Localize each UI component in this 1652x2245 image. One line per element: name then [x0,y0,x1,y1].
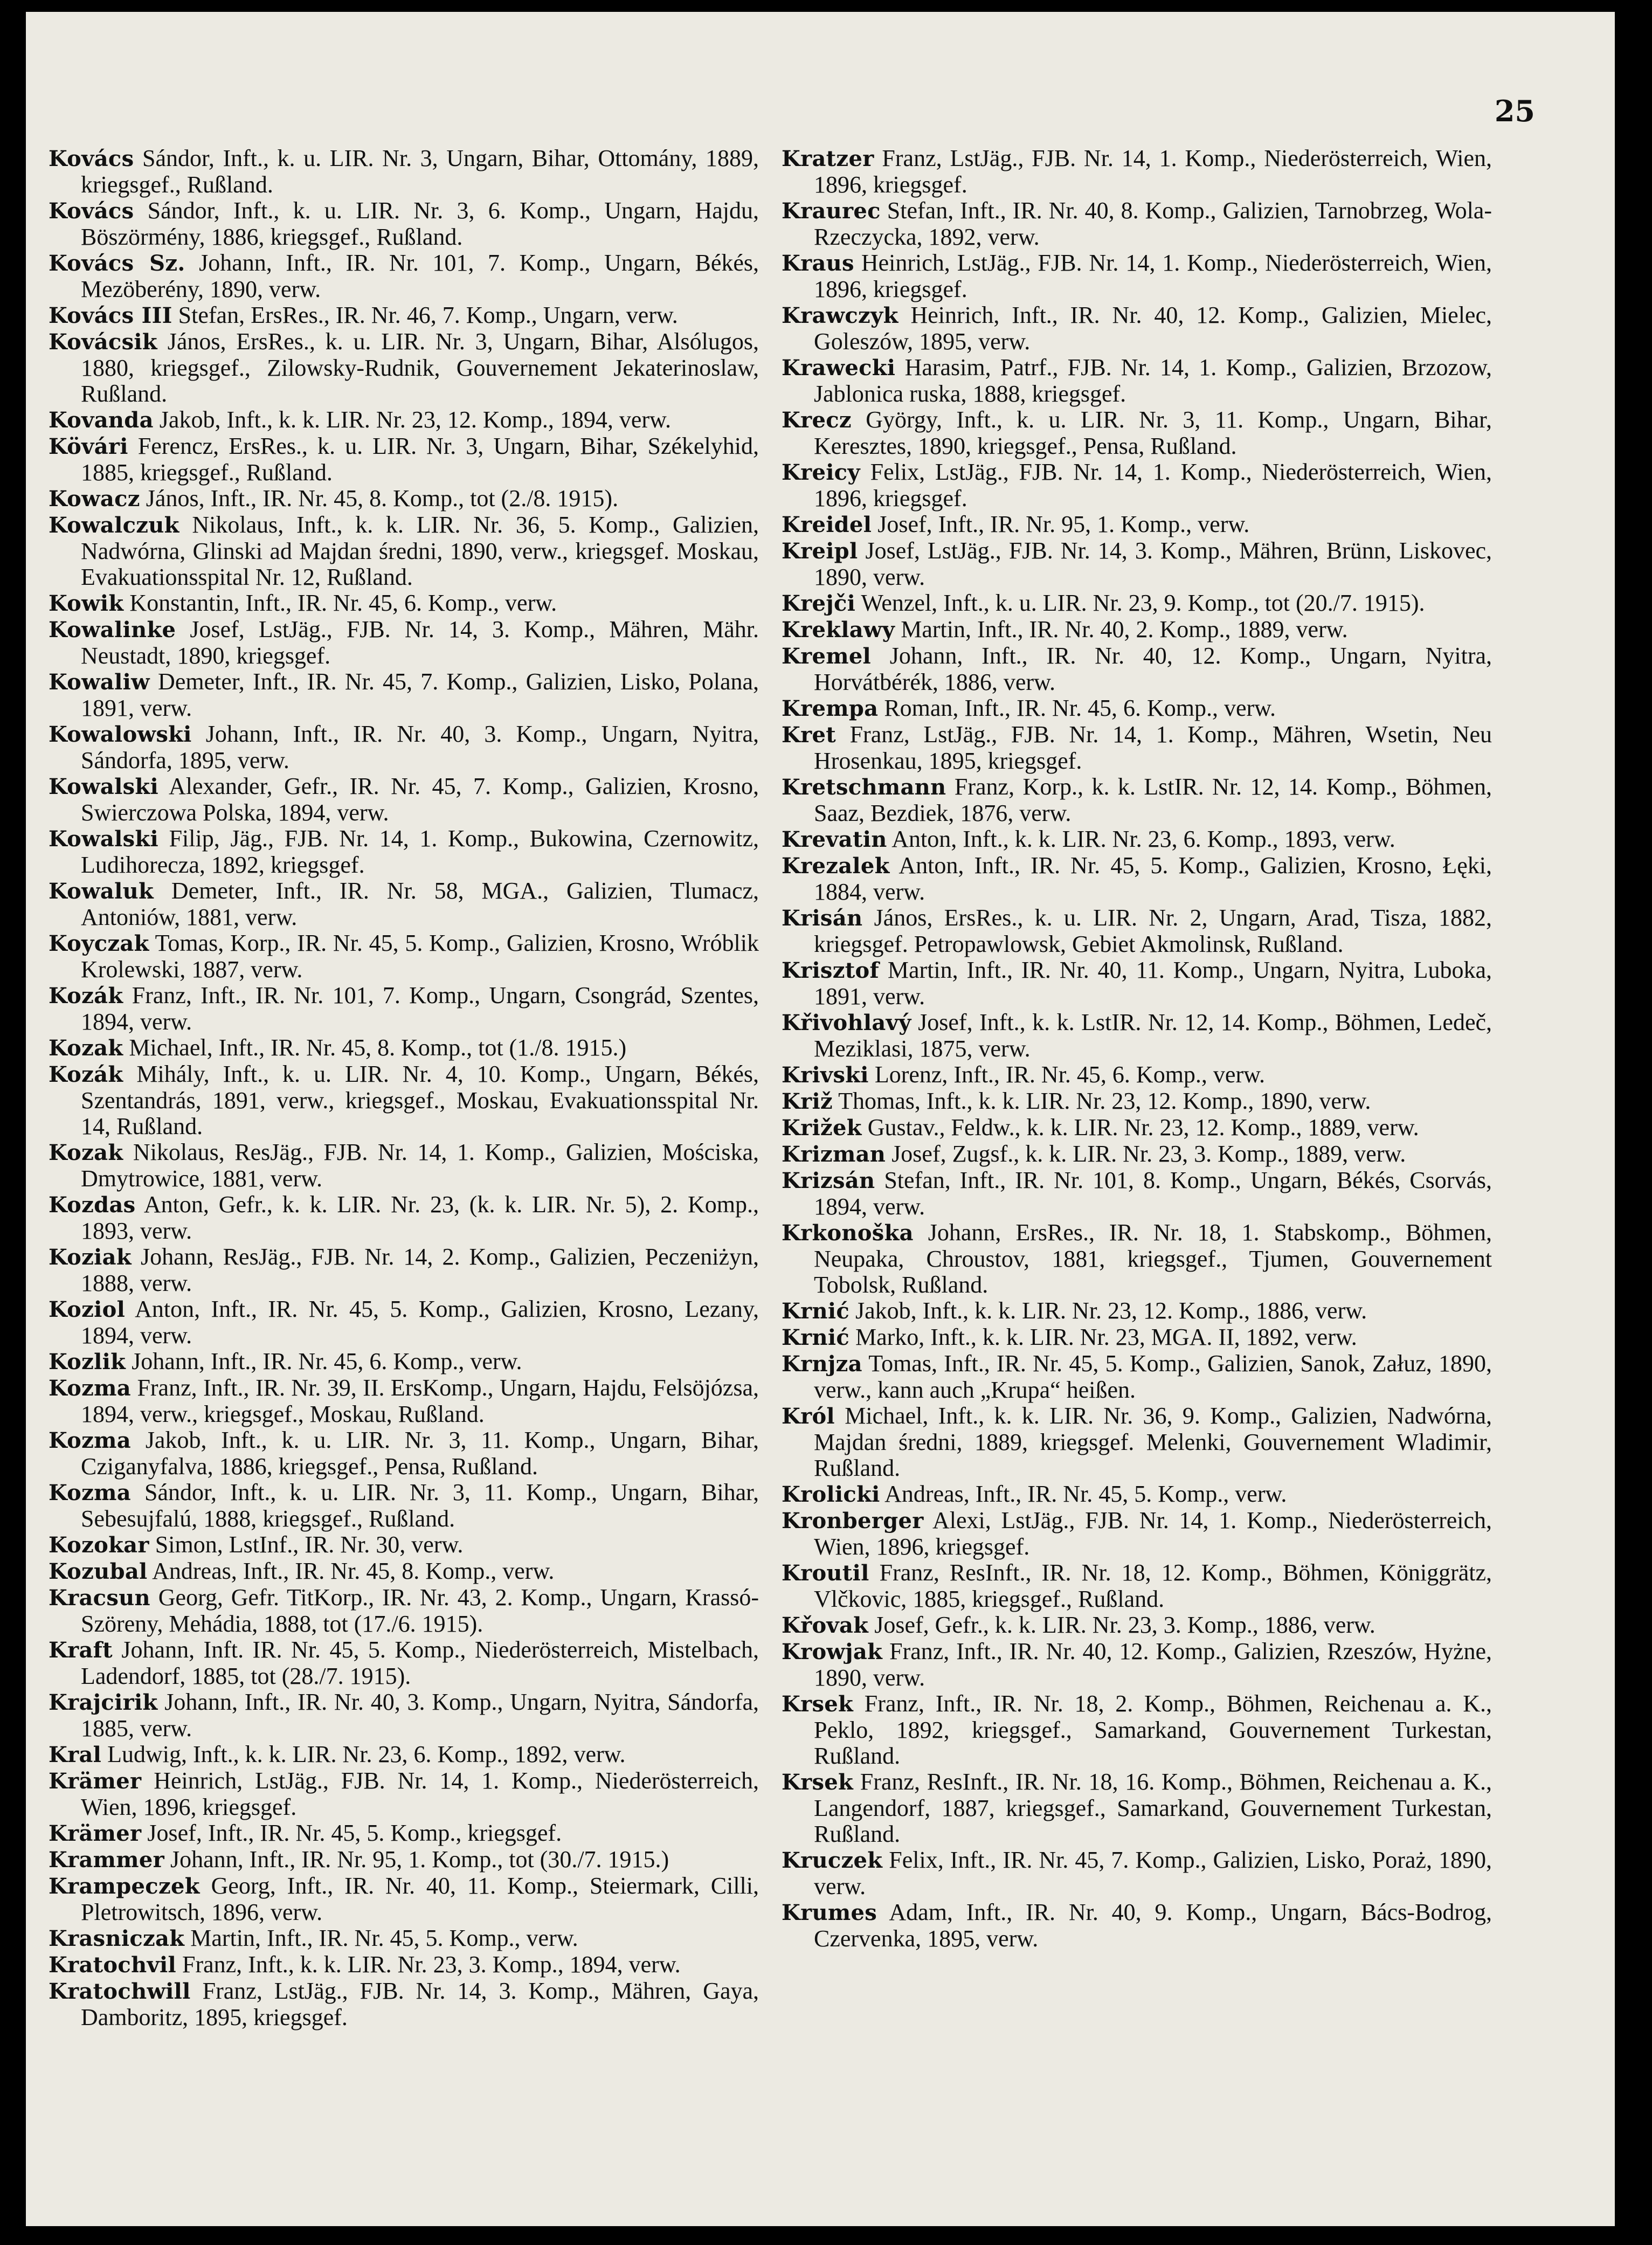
entry-surname: Kovács [49,146,134,171]
register-entry [782,407,1492,459]
entry-surname: Kozák [49,983,123,1008]
entry-surname: Kraurec [782,198,881,224]
entry-surname: Krizsán [782,1168,875,1193]
register-entry [49,1742,759,1768]
entry-details: Franz, Inft., IR. Nr. 18, 2. Komp., Böhmen, Reichenau a. K., Peklo, 1892, kriegsgef., Samarkand, Gouvernement Turkestan, Rußland. [814,1690,1492,1769]
entry-details: Franz, ResInft., IR. Nr. 18, 12. Komp., Böhmen, Königgrätz, Vlčkovic, 1885, kriegsgef., Rußland. [814,1559,1492,1612]
entry-surname: Kozma [49,1428,132,1453]
entry-details: Heinrich, Inft., IR. Nr. 40, 12. Komp., Galizien, Mielec, Goleszów, 1895, verw. [814,302,1492,355]
entry-details: Johann, Inft. IR. Nr. 45, 5. Komp., Niederösterreich, Mistelbach, Ladendorf, 1885, tot (28./7. 1915). [81,1636,759,1689]
register-entry [782,826,1492,853]
register-entry [49,983,759,1035]
register-entry [49,1061,759,1139]
entry-surname: Kronberger [782,1508,924,1533]
entry-details: János, ErsRes., k. u. LIR. Nr. 3, Ungarn, Bihar, Alsólugos, 1880, kriegsgef., Zilowsky-Rudnik, Gouvernement Jekaterinoslaw, Rußland. [81,328,759,407]
entry-details: Jakob, Inft., k. k. LIR. Nr. 23, 12. Komp., 1886, verw. [855,1297,1367,1324]
entry-details: Mihály, Inft., k. u. LIR. Nr. 4, 10. Komp., Ungarn, Békés, Szentandrás, 1891, verw., kriegsgef., Moskau, Evakuationsspital Nr. 14, Rußland. [81,1061,759,1139]
entry-details: Franz, LstJäg., FJB. Nr. 14, 1. Komp., Niederösterreich, Wien, 1896, kriegsgef. [814,145,1492,198]
entry-surname: Kratochvil [49,1952,176,1978]
register-entry [782,1612,1492,1639]
entry-surname: Krumes [782,1900,877,1925]
page-number: 25 [1494,94,1535,128]
entry-surname: Krawecki [782,355,896,381]
entry-surname: Kozak [49,1140,123,1165]
register-entry [782,1351,1492,1403]
entry-surname: Križek [782,1115,862,1141]
entry-details: Martin, Inft., IR. Nr. 40, 11. Komp., Ungarn, Nyitra, Luboka, 1891, verw. [814,957,1492,1010]
entry-surname: Krecz [782,407,852,433]
register-entry [49,1925,759,1952]
entry-details: Johann, Inft., IR. Nr. 45, 6. Komp., verw. [132,1348,522,1374]
entry-surname: Krowjak [782,1639,883,1664]
entry-surname: Kremel [782,644,872,669]
entry-details: Nikolaus, ResJäg., FJB. Nr. 14, 1. Komp., Galizien, Mościska, Dmytrowice, 1881, verw. [81,1139,759,1192]
entry-details: Sándor, Inft., k. u. LIR. Nr. 3, 11. Komp., Ungarn, Bihar, Sebesujfalú, 1888, kriegsgef., Rußland. [81,1479,759,1532]
register-entry [782,1403,1492,1481]
entry-surname: Krasniczak [49,1926,185,1951]
entry-surname: Kovács Sz. [49,251,185,276]
entry-surname: Krevatin [782,827,887,852]
register-entry [782,1508,1492,1560]
entry-surname: Kowaluk [49,879,154,904]
register-entry [782,1168,1492,1220]
register-entry [782,957,1492,1010]
entry-surname: Kozokar [49,1532,149,1558]
register-entry [49,930,759,983]
register-entry [782,617,1492,643]
register-entry [49,407,759,433]
entry-details: János, ErsRes., k. u. LIR. Nr. 2, Ungarn, Arad, Tisza, 1882, kriegsgef. Petropawlowsk, Gebiet Akmolinsk, Rußland. [814,904,1492,957]
entry-details: Simon, LstInf., IR. Nr. 30, verw. [155,1531,464,1558]
right-column [782,146,1492,1952]
entry-surname: Kreipl [782,538,858,564]
register-entry [782,695,1492,722]
entry-surname: Koziak [49,1245,132,1270]
entry-details: Nikolaus, Inft., k. k. LIR. Nr. 36, 5. Komp., Galizien, Nadwórna, Glinski ad Majdan średni, 1890, verw., kriegsgef. Moskau, Evakuationsspital Nr. 12, Rußland. [81,512,759,590]
entry-details: Tomas, Inft., IR. Nr. 45, 5. Komp., Galizien, Sanok, Załuz, 1890, verw., kann auch „Krupa“ heißen. [814,1350,1492,1403]
register-entry [782,1220,1492,1298]
entry-surname: Kozak [49,1035,123,1061]
entry-surname: Kowalczuk [49,513,179,538]
entry-surname: Krempa [782,696,879,721]
entry-surname: Kozák [49,1062,123,1087]
register-entry [782,1691,1492,1769]
entry-surname: Kowalski [49,826,158,852]
register-entry [782,590,1492,617]
register-entry [49,486,759,512]
entry-details: Stefan, Inft., IR. Nr. 40, 8. Komp., Galizien, Tarnobrzeg, Wola-Rzeczycka, 1892, verw. [814,197,1492,250]
entry-surname: Kövári [49,434,128,459]
entry-surname: Kovács [49,198,134,224]
entry-details: Josef, LstJäg., FJB. Nr. 14, 3. Komp., Mähren, Brünn, Liskovec, 1890, verw. [814,537,1492,590]
entry-surname: Křivohlavý [782,1010,911,1035]
entry-details: Martin, Inft., IR. Nr. 40, 2. Komp., 1889, verw. [901,616,1348,643]
entry-details: Franz, Inft., IR. Nr. 39, II. ErsKomp., Ungarn, Hajdu, Felsöjózsa, 1894, verw., kriegsgef., Moskau, Rußland. [81,1374,759,1427]
register-entry [49,302,759,329]
entry-details: Heinrich, LstJäg., FJB. Nr. 14, 1. Komp., Niederösterreich, Wien, 1896, kriegsgef. [814,250,1492,302]
entry-details: Heinrich, LstJäg., FJB. Nr. 14, 1. Komp., Niederösterreich, Wien, 1896, kriegsgef. [81,1767,759,1820]
entry-details: Demeter, Inft., IR. Nr. 45, 7. Komp., Galizien, Lisko, Polana, 1891, verw. [81,668,759,721]
entry-details: Josef, Inft., IR. Nr. 95, 1. Komp., verw. [877,511,1250,537]
entry-surname: Kowacz [49,486,140,512]
entry-details: Adam, Inft., IR. Nr. 40, 9. Komp., Ungarn, Bács-Bodrog, Czervenka, 1895, verw. [814,1899,1492,1952]
entry-surname: Kratochwill [49,1979,191,2004]
entry-details: Sándor, Inft., k. u. LIR. Nr. 3, 6. Komp., Ungarn, Hajdu, Böszörmény, 1886, kriegsgef., Rußland. [81,197,759,250]
register-entry [49,1820,759,1847]
entry-surname: Koyczak [49,931,149,956]
entry-surname: Kracsun [49,1585,150,1611]
register-entry [782,459,1492,512]
register-entry [782,1141,1492,1168]
register-entry [49,146,759,198]
entry-surname: Križ [782,1089,833,1114]
entry-details: Franz, ResInft., IR. Nr. 18, 16. Komp., Böhmen, Reichenau a. K., Langendorf, 1887, kriegsgef., Samarkand, Gouvernement Turkestan, Rußland. [814,1769,1492,1847]
entry-surname: Krnić [782,1298,849,1324]
entry-surname: Kozlik [49,1349,126,1374]
entry-surname: Krawczyk [782,303,898,328]
register-entry [49,1296,759,1349]
entry-surname: Krsek [782,1691,854,1717]
left-column [49,146,759,2030]
entry-details: Johann, Inft., IR. Nr. 101, 7. Komp., Ungarn, Békés, Mezöberény, 1890, verw. [81,250,759,302]
entry-details: Anton, Inft., IR. Nr. 45, 5. Komp., Galizien, Krosno, Łęki, 1884, verw. [814,852,1492,905]
entry-surname: Król [782,1404,835,1429]
register-entry [782,1062,1492,1088]
entry-details: Anton, Gefr., k. k. LIR. Nr. 23, (k. k. LIR. Nr. 5), 2. Komp., 1893, verw. [81,1191,759,1244]
entry-details: Franz, Inft., k. k. LIR. Nr. 23, 3. Komp., 1894, verw. [182,1951,681,1978]
entry-surname: Krisán [782,906,863,931]
register-entry [782,1481,1492,1508]
register-entry [49,1952,759,1978]
entry-surname: Kozma [49,1376,132,1401]
register-entry [49,1139,759,1192]
register-entry [782,643,1492,695]
register-entry [782,198,1492,250]
entry-details: Georg, Gefr. TitKorp., IR. Nr. 43, 2. Komp., Ungarn, Krassó-Szöreny, Mehádia, 1888, tot (17./6. 1915). [81,1584,759,1637]
entry-details: Martin, Inft., IR. Nr. 45, 5. Komp., verw. [190,1925,578,1951]
entry-surname: Krnjza [782,1351,862,1377]
entry-surname: Kretschmann [782,775,946,800]
entry-surname: Kraft [49,1638,113,1663]
entry-details: Anton, Inft., k. k. LIR. Nr. 23, 6. Komp., 1893, verw. [891,826,1395,852]
entry-details: Jakob, Inft., k. u. LIR. Nr. 3, 11. Komp., Ungarn, Bihar, Cziganyfalva, 1886, kriegsgef., Pensa, Rußland. [81,1427,759,1480]
entry-details: Josef, LstJäg., FJB. Nr. 14, 3. Komp., Mähren, Mähr. Neustadt, 1890, kriegsgef. [81,616,759,669]
register-entry [782,146,1492,198]
entry-surname: Kozubal [49,1559,148,1584]
entry-details: Franz, LstJäg., FJB. Nr. 14, 1. Komp., Mähren, Wsetin, Neu Hrosenkau, 1895, kriegsgef. [814,721,1492,774]
entry-details: Michael, Inft., IR. Nr. 45, 8. Komp., tot (1./8. 1915.) [129,1034,627,1061]
entry-surname: Kozdas [49,1192,136,1218]
register-entry [49,1244,759,1296]
entry-surname: Kowaliw [49,669,150,695]
entry-details: Filip, Jäg., FJB. Nr. 14, 1. Komp., Bukowina, Czernowitz, Ludihorecza, 1892, kriegsgef. [81,825,759,878]
entry-details: Ferencz, ErsRes., k. u. LIR. Nr. 3, Ungarn, Bihar, Székelyhid, 1885, kriegsgef., Rußland. [81,433,759,486]
register-entry [782,1639,1492,1691]
entry-details: Anton, Inft., IR. Nr. 45, 5. Komp., Galizien, Krosno, Lezany, 1894, verw. [81,1296,759,1349]
register-entry [49,878,759,930]
register-entry [49,1480,759,1532]
register-entry [49,721,759,773]
register-entry [782,1324,1492,1351]
entry-details: Alexander, Gefr., IR. Nr. 45, 7. Komp., Galizien, Krosno, Swierczowa Polska, 1894, verw. [81,773,759,826]
entry-details: Jakob, Inft., k. k. LIR. Nr. 23, 12. Komp., 1894, verw. [159,406,671,433]
entry-details: Sándor, Inft., k. u. LIR. Nr. 3, Ungarn, Bihar, Ottomány, 1889, kriegsgef., Rußland. [81,145,759,198]
entry-details: Harasim, Patrf., FJB. Nr. 14, 1. Komp., Galizien, Brzozow, Jablonica ruska, 1888, kriegsgef. [814,354,1492,407]
register-entry [49,1637,759,1689]
register-entry [49,773,759,826]
register-entry [49,1532,759,1558]
register-entry [49,1427,759,1480]
entry-details: Alexi, LstJäg., FJB. Nr. 14, 1. Komp., Niederösterreich, Wien, 1896, kriegsgef. [814,1507,1492,1560]
entry-details: Gustav., Feldw., k. k. LIR. Nr. 23, 12. Komp., 1889, verw. [867,1114,1419,1141]
entry-surname: Krezalek [782,853,890,879]
register-entry [49,1978,759,2030]
entry-surname: Křovak [782,1613,869,1638]
entry-surname: Krejči [782,591,856,616]
entry-details: Franz, Inft., IR. Nr. 40, 12. Komp., Galizien, Rzeszów, Hyżne, 1890, verw. [814,1638,1492,1691]
register-entry [49,669,759,721]
entry-surname: Kreidel [782,512,872,537]
entry-details: Andreas, Inft., IR. Nr. 45, 8. Komp., verw. [152,1558,555,1584]
entry-surname: Krivski [782,1062,869,1088]
register-entry [49,1585,759,1637]
entry-surname: Krampeczek [49,1874,200,1899]
document-page [26,12,1615,2226]
entry-surname: Kreicy [782,460,860,485]
register-entry [49,590,759,617]
register-entry [782,1769,1492,1847]
entry-details: Michael, Inft., k. k. LIR. Nr. 36, 9. Komp., Galizien, Nadwórna, Majdan średni, 1889, kriegsgef. Melenki, Gouvernement Wladimir, Rußland. [814,1403,1492,1481]
entry-details: György, Inft., k. u. LIR. Nr. 3, 11. Komp., Ungarn, Bihar, Keresztes, 1890, kriegsgef., Pensa, Rußland. [814,406,1492,459]
register-entry [782,538,1492,590]
register-entry [782,905,1492,957]
register-entry [782,302,1492,355]
entry-surname: Krämer [49,1769,142,1794]
entry-details: Johann, Inft., IR. Nr. 40, 3. Komp., Ungarn, Nyitra, Sándorfa, 1885, verw. [81,1689,759,1742]
entry-details: Wenzel, Inft., k. u. LIR. Nr. 23, 9. Komp., tot (20./7. 1915). [861,590,1425,616]
entry-surname: Krizman [782,1142,886,1167]
register-entry [782,1010,1492,1062]
register-entry [782,1088,1492,1115]
entry-details: Johann, Inft., IR. Nr. 40, 3. Komp., Ungarn, Nyitra, Sándorfa, 1895, verw. [81,721,759,773]
entry-details: Johann, Inft., IR. Nr. 95, 1. Komp., tot (30./7. 1915.) [170,1846,669,1873]
register-entry [49,826,759,878]
register-entry [782,1899,1492,1952]
entry-details: Stefan, Inft., IR. Nr. 101, 8. Komp., Ungarn, Békés, Csorvás, 1894, verw. [814,1167,1492,1220]
register-entry [49,1558,759,1585]
entry-details: Johann, Inft., IR. Nr. 40, 12. Komp., Ungarn, Nyitra, Horvátbérék, 1886, verw. [814,643,1492,695]
entry-details: Josef, Zugsf., k. k. LIR. Nr. 23, 3. Komp., 1889, verw. [891,1141,1406,1167]
entry-details: Josef, Inft., k. k. LstIR. Nr. 12, 14. Komp., Böhmen, Ledeč, Meziklasi, 1875, verw. [814,1009,1492,1062]
register-entry [782,355,1492,407]
entry-details: Franz, Inft., IR. Nr. 101, 7. Komp., Ungarn, Csongrád, Szentes, 1894, verw. [81,982,759,1035]
register-entry [782,512,1492,538]
entry-surname: Kovácsik [49,329,157,355]
register-entry [782,774,1492,826]
entry-surname: Kowik [49,591,124,616]
entry-surname: Kowalinke [49,617,176,643]
register-entry [49,1375,759,1427]
entry-surname: Kozma [49,1480,132,1505]
register-entry [49,433,759,486]
entry-surname: Krkonoška [782,1220,914,1246]
register-entry [49,1035,759,1061]
entry-details: Stefan, ErsRes., IR. Nr. 46, 7. Komp., Ungarn, verw. [178,302,678,328]
entry-details: Roman, Inft., IR. Nr. 45, 6. Komp., verw. [884,695,1276,721]
entry-details: Lorenz, Inft., IR. Nr. 45, 6. Komp., verw. [874,1061,1266,1088]
entry-details: Johann, ResJäg., FJB. Nr. 14, 2. Komp., Galizien, Peczeniżyn, 1888, verw. [81,1244,759,1296]
entry-surname: Kowalowski [49,722,192,747]
entry-surname: Kret [782,722,836,748]
entry-surname: Koziol [49,1297,126,1322]
entry-surname: Krisztof [782,958,880,983]
register-entry [49,198,759,250]
entry-surname: Kraus [782,251,854,276]
entry-surname: Kruczek [782,1848,883,1873]
register-entry [49,512,759,590]
entry-details: Franz, LstJäg., FJB. Nr. 14, 3. Komp., Mähren, Gaya, Damboritz, 1895, kriegsgef. [81,1978,759,2030]
register-entry [49,1192,759,1244]
register-entry [49,250,759,302]
entry-surname: Krammer [49,1847,165,1873]
register-entry [782,1298,1492,1324]
entry-details: Andreas, Inft., IR. Nr. 45, 5. Komp., verw. [884,1481,1287,1507]
entry-details: Felix, LstJäg., FJB. Nr. 14, 1. Komp., Niederösterreich, Wien, 1896, kriegsgef. [814,459,1492,512]
entry-details: Marko, Inft., k. k. LIR. Nr. 23, MGA. II, 1892, verw. [855,1324,1357,1350]
register-entry [782,1847,1492,1899]
entry-details: Konstantin, Inft., IR. Nr. 45, 6. Komp., verw. [129,590,557,616]
register-entry [49,1689,759,1742]
entry-surname: Krajcirik [49,1690,158,1715]
register-entry [782,722,1492,774]
register-entry [49,617,759,669]
entry-surname: Kral [49,1742,102,1767]
entry-details: Thomas, Inft., k. k. LIR. Nr. 23, 12. Komp., 1890, verw. [838,1088,1371,1114]
entry-details: Johann, ErsRes., IR. Nr. 18, 1. Stabskomp., Böhmen, Neupaka, Chroustov, 1881, kriegsgef., Tjumen, Gouvernement Tobolsk, Rußland. [814,1219,1492,1298]
entry-surname: Kowalski [49,774,158,799]
register-entry [782,853,1492,905]
entry-details: Tomas, Korp., IR. Nr. 45, 5. Komp., Galizien, Krosno, Wróblik Krolewski, 1887, verw. [81,930,759,983]
entry-surname: Kovács III [49,303,172,328]
entry-surname: Kratzer [782,146,874,171]
entry-surname: Krämer [49,1821,142,1846]
entry-details: Felix, Inft., IR. Nr. 45, 7. Komp., Galizien, Lisko, Poraż, 1890, verw. [814,1847,1492,1899]
entry-surname: Kovanda [49,407,154,433]
entry-details: Georg, Inft., IR. Nr. 40, 11. Komp., Steiermark, Cilli, Pletrowitsch, 1896, verw. [81,1873,759,1925]
register-entry [782,250,1492,302]
entry-details: Josef, Inft., IR. Nr. 45, 5. Komp., kriegsgef. [147,1820,562,1846]
entry-details: János, Inft., IR. Nr. 45, 8. Komp., tot (2./8. 1915). [146,485,619,512]
register-entry [782,1115,1492,1141]
register-entry [49,1873,759,1925]
register-entry [49,1768,759,1820]
entry-surname: Kroutil [782,1560,869,1586]
entry-surname: Krnić [782,1325,849,1350]
register-entry [49,1847,759,1873]
entry-surname: Krolicki [782,1482,880,1507]
register-entry [49,329,759,407]
entry-details: Ludwig, Inft., k. k. LIR. Nr. 23, 6. Komp., 1892, verw. [107,1741,626,1767]
entry-details: Josef, Gefr., k. k. LIR. Nr. 23, 3. Komp., 1886, verw. [874,1612,1375,1638]
entry-details: Demeter, Inft., IR. Nr. 58, MGA., Galizien, Tlumacz, Antoniów, 1881, verw. [81,878,759,930]
entry-surname: Kreklawy [782,617,895,643]
entry-surname: Krsek [782,1770,854,1795]
register-entry [49,1349,759,1375]
entry-details: Franz, Korp., k. k. LstIR. Nr. 12, 14. Komp., Böhmen, Saaz, Bezdiek, 1876, verw. [814,773,1492,826]
register-entry [782,1560,1492,1612]
